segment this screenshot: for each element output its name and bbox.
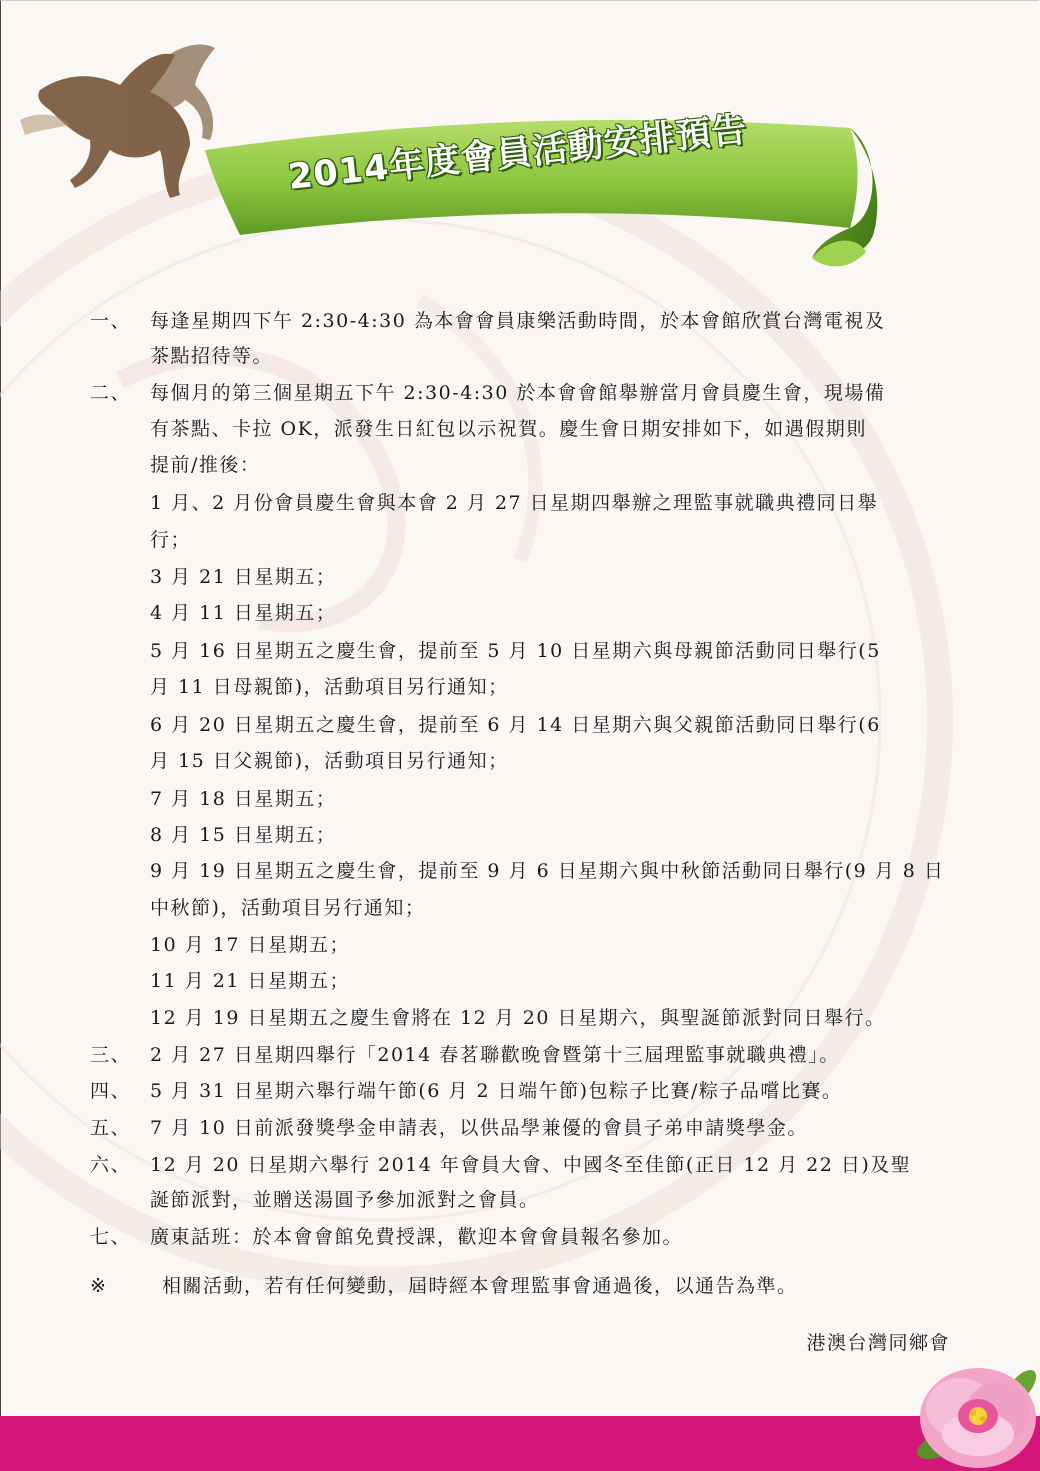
schedule-line: 8 月 15 日星期五； bbox=[150, 824, 337, 846]
item-text: 提前/推後： bbox=[150, 454, 261, 476]
item-number: 一、 bbox=[90, 310, 132, 332]
item-number: 六、 bbox=[90, 1154, 132, 1176]
item-number: 四、 bbox=[90, 1080, 132, 1102]
schedule-line: 月 15 日父親節)，活動項目另行通知； bbox=[150, 750, 509, 772]
banner-title: 2014年度會員活動安排預告 bbox=[286, 109, 750, 198]
schedule-line: 11 月 21 日星期五； bbox=[150, 970, 350, 992]
item-text: 茶點招待等。 bbox=[150, 345, 274, 367]
schedule-line: 6 月 20 日星期五之慶生會，提前至 6 月 14 日星期六與父親節活動同日舉行(6 bbox=[150, 714, 881, 736]
item-text: 5 月 31 日星期六舉行端午節(6 月 2 日端午節)包粽子比賽/粽子品嚐比賽。 bbox=[150, 1080, 843, 1102]
note-mark: ※ bbox=[90, 1275, 108, 1297]
item-text: 7 月 10 日前派發獎學金申請表，以供品學兼優的會員子弟申請獎學金。 bbox=[150, 1117, 808, 1139]
item-number: 三、 bbox=[90, 1044, 132, 1066]
schedule-line: 月 11 日母親節)，活動項目另行通知； bbox=[150, 676, 509, 698]
schedule-line: 10 月 17 日星期五； bbox=[150, 934, 350, 956]
schedule-line: 中秋節)，活動項目另行通知； bbox=[150, 897, 426, 919]
item-number: 七、 bbox=[90, 1226, 132, 1248]
item-number: 二、 bbox=[90, 382, 132, 404]
item-text: 有茶點、卡拉 OK，派發生日紅包以示祝賀。慶生會日期安排如下，如遇假期則 bbox=[150, 418, 867, 440]
item-text: 12 月 20 日星期六舉行 2014 年會員大會、中國冬至佳節(正日 12 月 22 日)及聖 bbox=[150, 1154, 912, 1176]
item-number: 五、 bbox=[90, 1117, 132, 1139]
schedule-line: 行； bbox=[150, 529, 192, 551]
item-text: 每個月的第三個星期五下午 2:30-4:30 於本會會館舉辦當月會員慶生會，現場備 bbox=[150, 382, 886, 404]
schedule-line: 12 月 19 日星期五之慶生會將在 12 月 20 日星期六，與聖誕節派對同日舉行。 bbox=[150, 1007, 886, 1029]
schedule-line: 3 月 21 日星期五； bbox=[150, 566, 337, 588]
organization-signature: 港澳台灣同鄉會 bbox=[806, 1332, 950, 1354]
item-text: 每逢星期四下午 2:30-4:30 為本會會員康樂活動時間，於本會館欣賞台灣電視及 bbox=[150, 310, 886, 332]
schedule-line: 9 月 19 日星期五之慶生會，提前至 9 月 6 日星期六與中秋節活動同日舉行(9 月 8 日 bbox=[150, 860, 945, 882]
item-text: 廣東話班：於本會會館免費授課，歡迎本會會員報名參加。 bbox=[150, 1226, 684, 1248]
schedule-line: 4 月 11 日星期五； bbox=[150, 602, 337, 624]
footer-bar bbox=[0, 1416, 1040, 1471]
item-text: 2 月 27 日星期四舉行「2014 春茗聯歡晚會暨第十三屆理監事就職典禮」。 bbox=[150, 1044, 840, 1066]
schedule-line: 7 月 18 日星期五； bbox=[150, 788, 337, 810]
peony-flower-icon bbox=[900, 1340, 1040, 1471]
item-text: 誕節派對，並贈送湯圓予參加派對之會員。 bbox=[150, 1189, 540, 1211]
note-text: 相關活動，若有任何變動，屆時經本會理監事會通過後，以通告為準。 bbox=[162, 1275, 798, 1297]
schedule-line: 1 月、2 月份會員慶生會與本會 2 月 27 日星期四舉辦之理監事就職典禮同日舉 bbox=[150, 492, 879, 514]
schedule-line: 5 月 16 日星期五之慶生會，提前至 5 月 10 日星期六與母親節活動同日舉行(5 bbox=[150, 640, 881, 662]
